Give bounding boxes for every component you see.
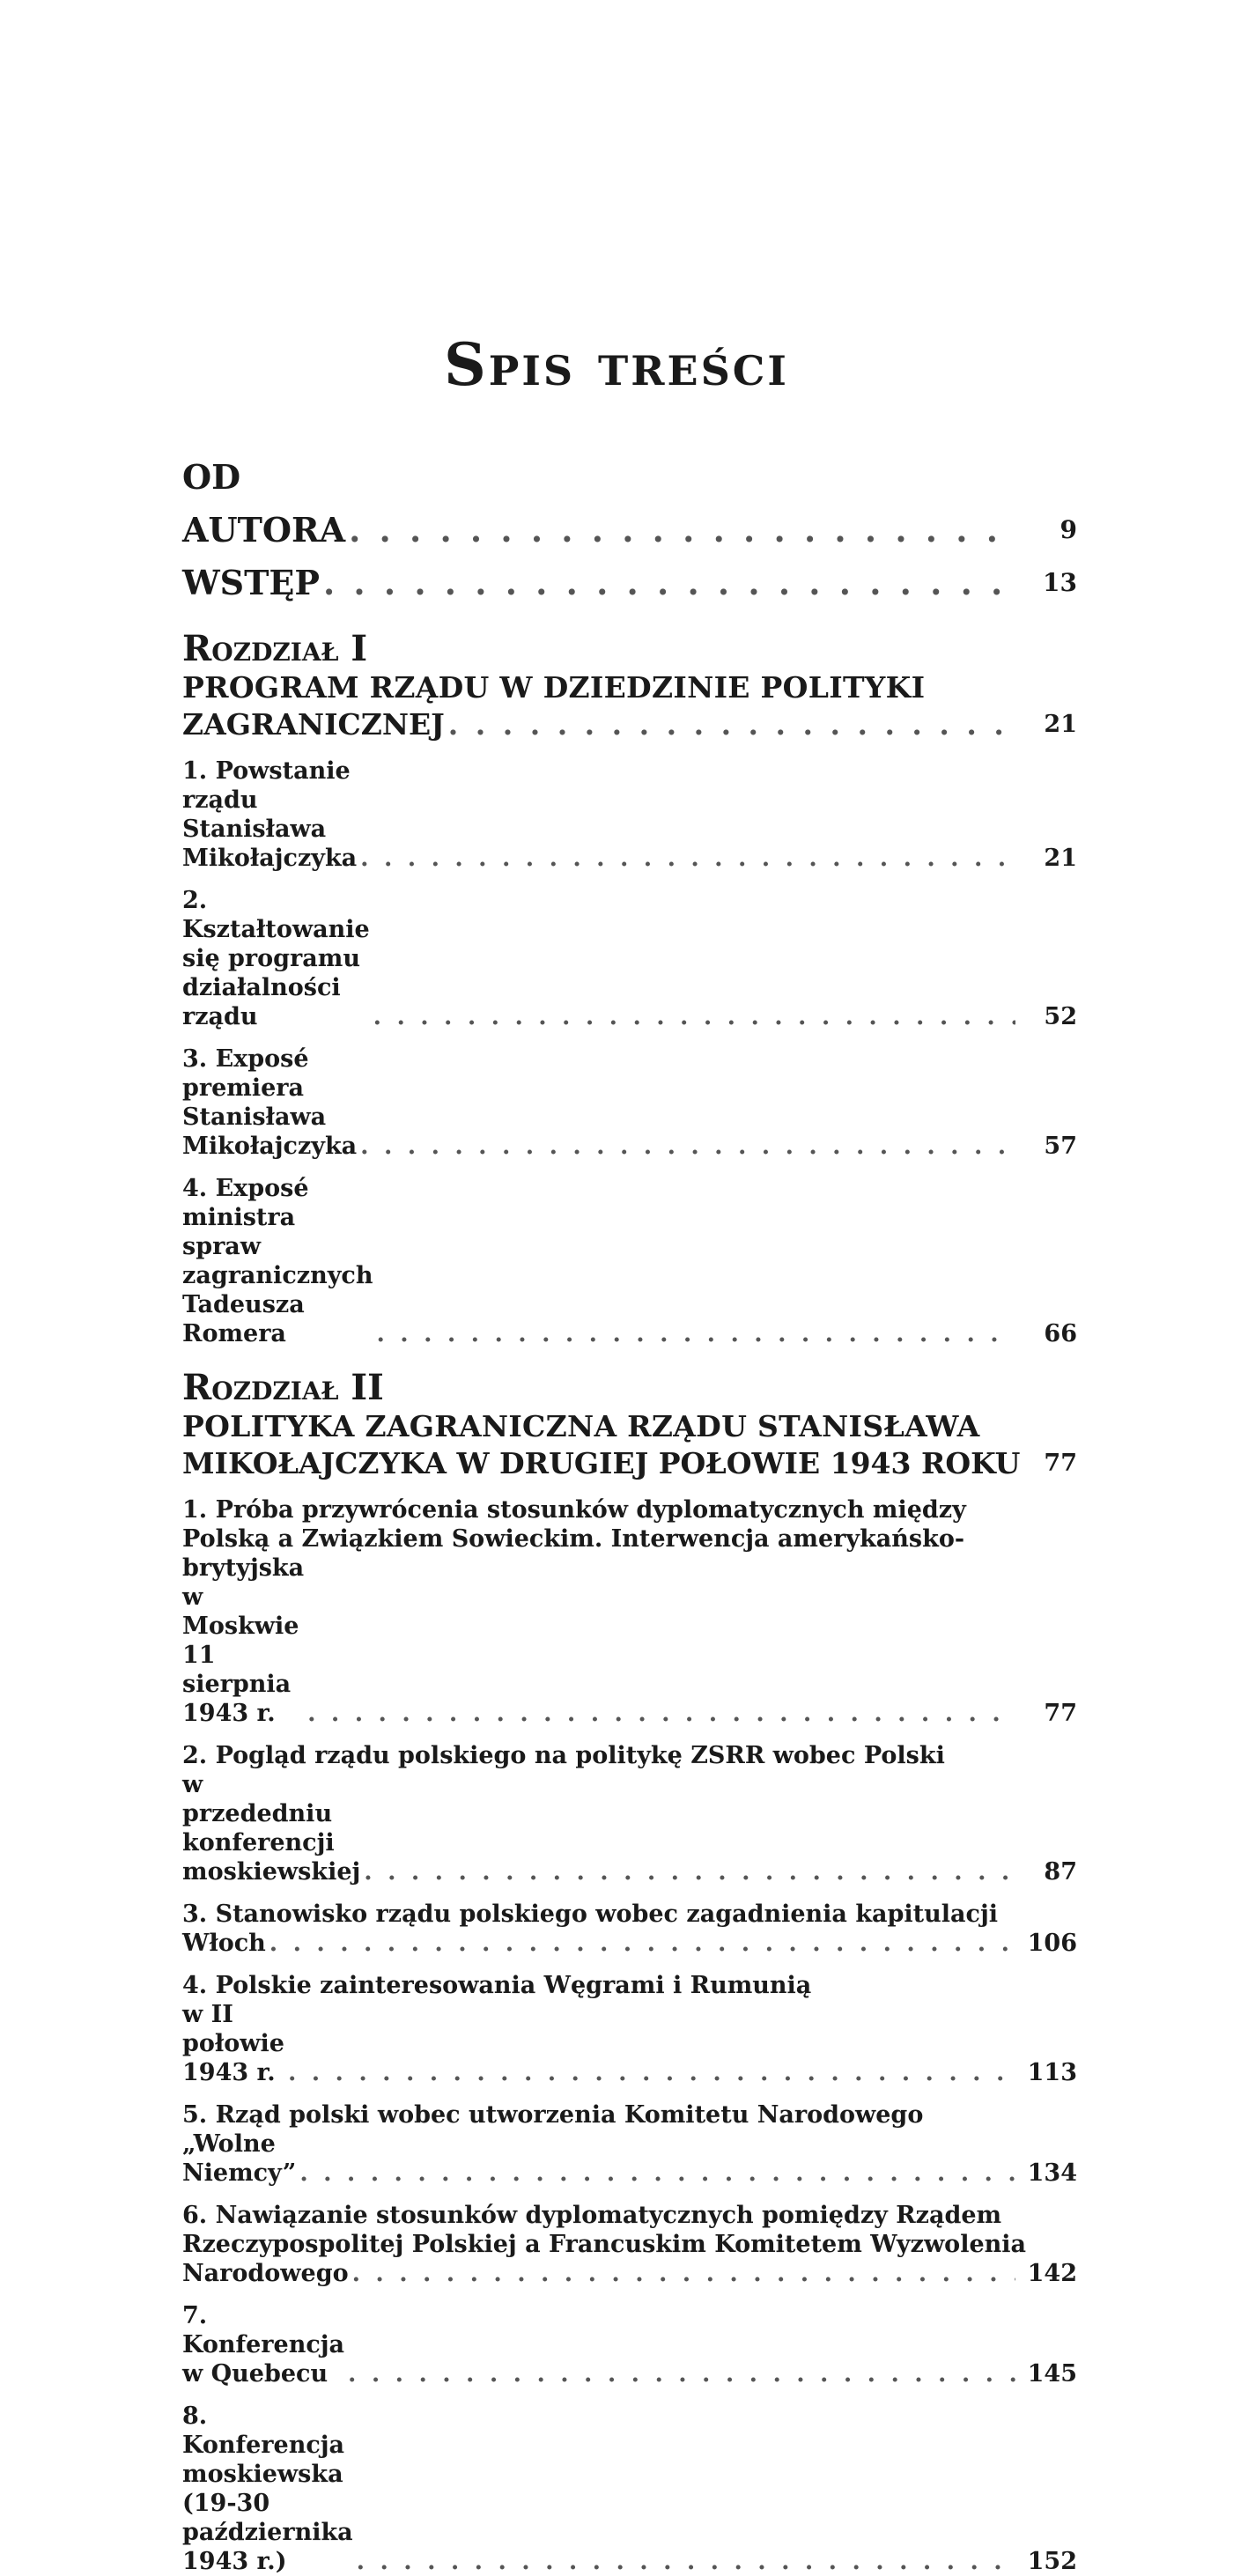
toc-section-label: w II połowie 1943 r.: [182, 2001, 284, 2086]
toc-page-number: 106: [1027, 1930, 1077, 1957]
toc-section-line: 6. Nawiązanie stosunków dyplomatycznych pomiędzy Rządem: [182, 2202, 1002, 2229]
dot-leader: [360, 1132, 1015, 1161]
toc-section-line: 5. Rząd polski wobec utworzenia Komitetu Narodowego: [182, 2101, 924, 2129]
toc-section: [182, 2201, 1077, 2288]
dot-leader: [376, 1319, 1015, 1348]
toc-section-label: w przededniu konferencji moskiewskiej: [182, 1771, 361, 1886]
toc-section-line: 1. Próba przywrócenia stosunków dyplomatycznych między: [182, 1496, 966, 1524]
toc-entry-label: WSTĘP: [182, 563, 320, 602]
toc-section: [182, 757, 1077, 873]
toc-page-number: 21: [1044, 845, 1077, 872]
table-of-contents: [182, 451, 1077, 2576]
toc-page-number: 77: [1044, 1700, 1077, 1727]
chapter-2-title-row: [182, 1445, 1077, 1482]
chapter-1-title-cont: ZAGRANICZNEJ: [182, 707, 445, 742]
toc-page-number: 134: [1027, 2159, 1077, 2187]
dot-leader: [373, 1002, 1015, 1031]
toc-section-last-line: [182, 2129, 1077, 2188]
toc-section: [182, 1495, 1077, 1728]
toc-section-label: brytyjska w Moskwie 11 sierpnia 1943 r.: [182, 1554, 305, 1727]
toc-section-line: 4. Polskie zainteresowania Węgrami i Rumunią: [182, 1972, 812, 1999]
toc-section-label: 4. Exposé ministra spraw zagranicznych Tadeusza Romera: [182, 1175, 373, 1347]
chapter-2-title: POLITYKA ZAGRANICZNA RZĄDU STANISŁAWA: [182, 1409, 980, 1443]
toc-section: [182, 2100, 1077, 2188]
toc-page-number: 145: [1027, 2360, 1077, 2388]
chapter-2-label: Rozdział II: [182, 1367, 384, 1408]
toc-page-number: 66: [1044, 1320, 1077, 1347]
toc-section-label: 8. Konferencja moskiewska (19-30 października 1943 r.): [182, 2403, 353, 2575]
toc-section-line: Rzeczypospolitej Polskiej a Francuskim Komitetem Wyzwolenia: [182, 2231, 1027, 2258]
dot-leader: [448, 706, 1015, 743]
toc-section-last-line: [182, 1770, 1077, 1886]
dot-leader: [348, 2359, 1015, 2388]
toc-section-last-line: [182, 1554, 1077, 1728]
dot-leader: [357, 2547, 1015, 2576]
toc-section-line: 2. Pogląd rządu polskiego na politykę ZSRR wobec Polski: [182, 1742, 945, 1769]
toc-section-label: 7. Konferencja w Quebecu: [182, 2302, 345, 2388]
dot-leader: [364, 1857, 1015, 1886]
toc-section-label: 2. Kształtowanie się programu działalności rządu: [182, 887, 370, 1030]
toc-page-number: 9: [1059, 515, 1077, 544]
page-title: Spis treści: [444, 330, 789, 399]
chapter-1-title: PROGRAM RZĄDU W DZIEDZINIE POLITYKI: [182, 670, 926, 705]
dot-leader: [323, 557, 1015, 609]
toc-page-number: 52: [1044, 1003, 1077, 1030]
toc-section: [182, 1900, 1077, 1958]
toc-section-line: Polską a Związkiem Sowieckim. Interwencja amerykańsko-: [182, 1525, 965, 1553]
dot-leader: [288, 2058, 1015, 2087]
toc-entry-od-autora: [182, 451, 1077, 557]
toc-section-last-line: [182, 1929, 1077, 1958]
chapter-1-label: Rozdział I: [182, 628, 368, 669]
toc-entry-wstep: [182, 557, 1077, 609]
toc-page-number: 57: [1044, 1133, 1077, 1160]
toc-section: [182, 1174, 1077, 1348]
toc-page-number: 77: [1044, 1450, 1077, 1477]
toc-page-number: 113: [1027, 2059, 1077, 2086]
toc-section: [182, 1971, 1077, 2087]
chapter-2-title-cont: MIKOŁAJCZYKA W DRUGIEJ POŁOWIE 1943 ROKU: [182, 1446, 1021, 1480]
dot-leader: [307, 1699, 1015, 1728]
toc-section-label: „Wolne Niemcy”: [182, 2130, 297, 2187]
toc-section: [182, 2301, 1077, 2388]
toc-section-label: 3. Exposé premiera Stanisława Mikołajczyka: [182, 1045, 358, 1160]
toc-entry-label: OD AUTORA: [182, 457, 346, 550]
toc-page-number: 87: [1044, 1858, 1077, 1886]
toc-section: [182, 2402, 1077, 2576]
toc-page-number: 21: [1044, 711, 1077, 738]
toc-section-line: 3. Stanowisko rządu polskiego wobec zagadnienia kapitulacji: [182, 1901, 998, 1928]
dot-leader: [269, 1929, 1015, 1958]
dot-leader: [360, 844, 1015, 873]
dot-leader: [299, 2159, 1015, 2188]
toc-section: [182, 1741, 1077, 1886]
toc-section: [182, 886, 1077, 1031]
toc-page-number: 152: [1027, 2548, 1077, 2575]
toc-section: [182, 1044, 1077, 1161]
toc-section-last-line: [182, 2259, 1077, 2288]
chapter-1-title-row: [182, 706, 1077, 743]
toc-page-number: 142: [1027, 2260, 1077, 2287]
toc-section-label: 1. Powstanie rządu Stanisława Mikołajczyka: [182, 757, 358, 872]
dot-leader: [349, 504, 1015, 557]
dot-leader: [352, 2259, 1015, 2288]
toc-section-last-line: [182, 2000, 1077, 2087]
toc-page-number: 13: [1043, 568, 1077, 597]
toc-section-label: Włoch: [182, 1930, 266, 1957]
toc-section-label: Narodowego: [182, 2260, 349, 2287]
